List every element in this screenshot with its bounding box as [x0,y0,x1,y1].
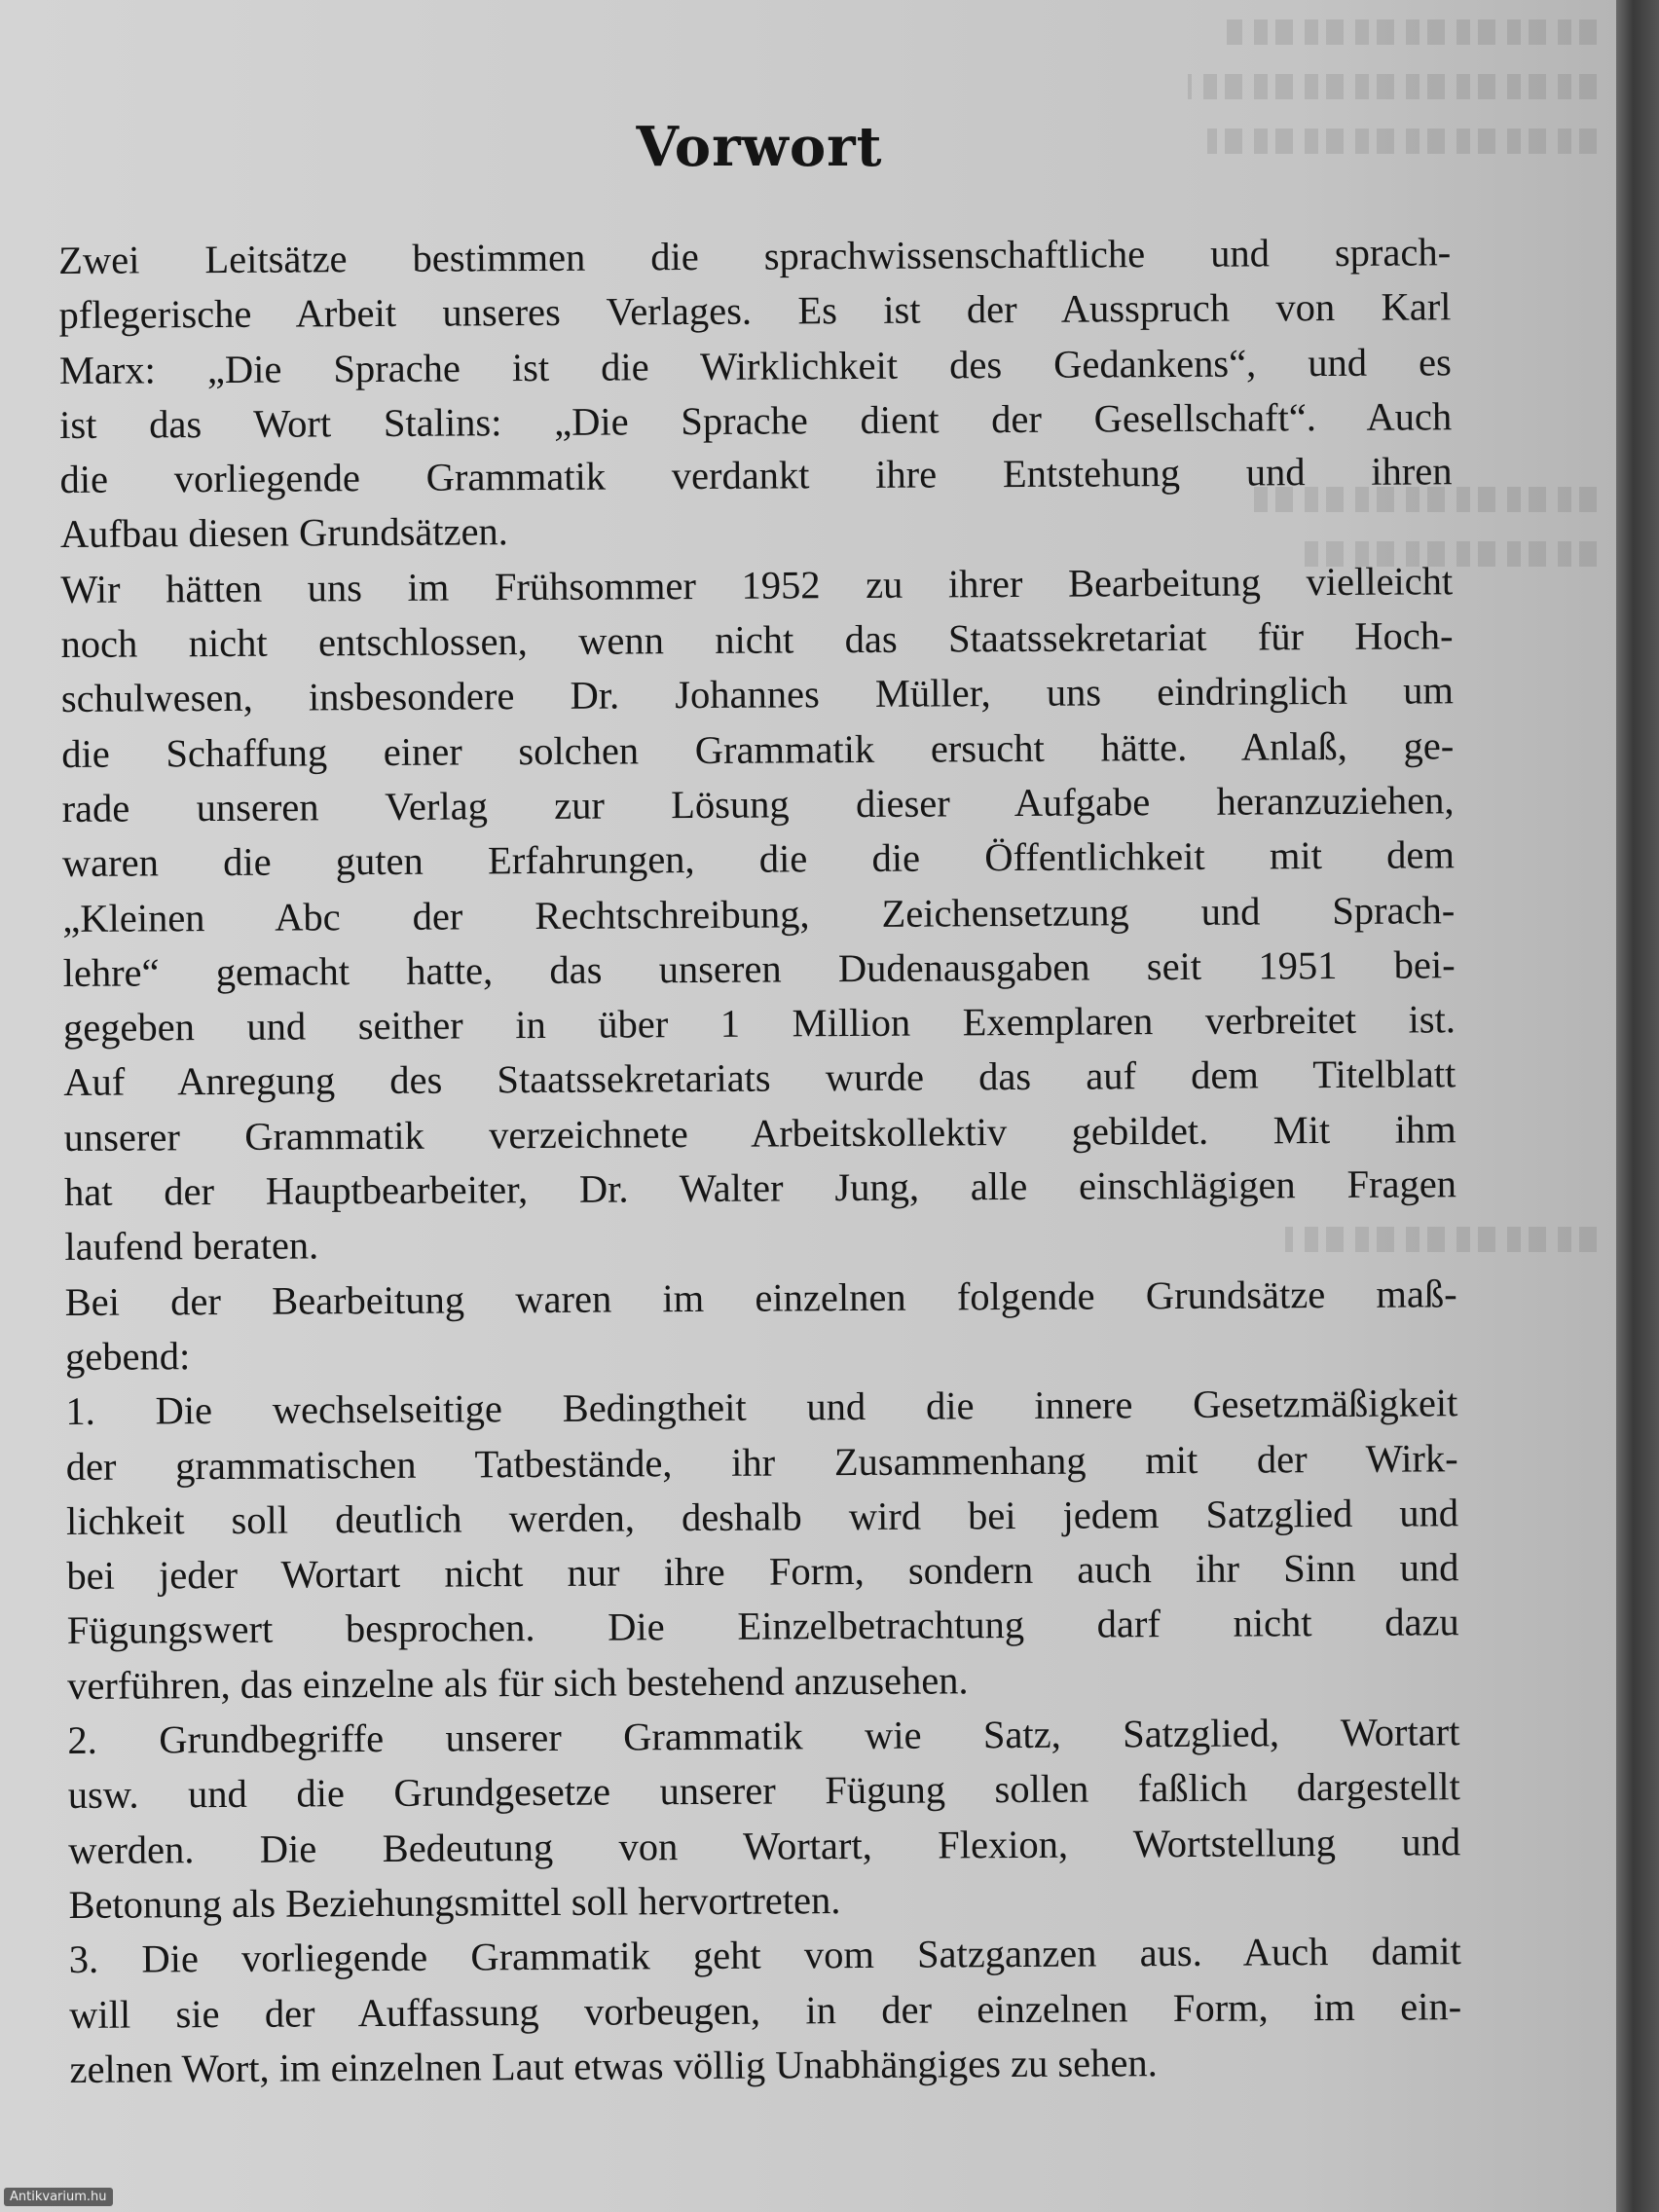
text-line: laufend beraten. [64,1223,319,1270]
text-line: will sie der Auffassung vorbeugen, in der einzelnen Form, im ein- [69,1983,1462,2037]
text-line: 2. Grundbegriffe unserer Grammatik wie Satz, Satzglied, Wortart [67,1710,1460,1762]
text-line: verführen, das einzelne als für sich bestehend anzusehen. [66,1658,969,1708]
foreword-body [58,225,1462,2097]
text-line: bei jeder Wortart nicht nur ihre Form, sondern auch ihr Sinn und [66,1545,1459,1599]
text-line: Bei der Bearbeitung waren im einzelnen folgende Grundsätze maß- [64,1271,1457,1324]
text-line: 1. Die wechselseitige Bedingtheit und die innere Gesetzmäßigkeit [65,1381,1458,1434]
text-line: ist das Wort Stalins: „Die Sprache dient der Gesellschaft“. Auch [59,394,1453,447]
show-through-line [1188,74,1597,99]
text-line: Zwei Leitsätze bestimmen die sprachwissenschaftliche und sprach- [58,230,1452,282]
text-line: Fügungswert besprochen. Die Einzelbetrachtung darf nicht dazu [66,1600,1459,1653]
page-title: Vorwort [636,115,883,179]
text-line: „Kleinen Abc der Rechtschreibung, Zeichensetzung und Sprach- [62,887,1456,940]
text-line: rade unseren Verlag zur Lösung dieser Aufgabe heranzuziehen, [61,778,1455,830]
text-line: gegeben und seither in über 1 Million Exemplaren verbreitet ist. [62,997,1456,1051]
text-line: Aufbau diesen Grundsätzen. [59,509,509,557]
text-line: der grammatischen Tatbestände, ihr Zusammenhang mit der Wirk- [65,1435,1458,1489]
text-line: lehre“ gemacht hatte, das unseren Dudenausgaben seit 1951 bei- [62,942,1456,995]
text-line: werden. Die Bedeutung von Wortart, Flexion, Wortstellung und [68,1819,1461,1872]
page-edge-binding [1616,0,1659,2212]
text-line: pflegerische Arbeit unseres Verlages. Es ist der Ausspruch von Karl [58,284,1452,338]
text-line: hat der Hauptbearbeiter, Dr. Walter Jung, alle einschlägigen Fragen [63,1161,1457,1215]
text-line: 3. Die vorliegende Grammatik geht vom Satzganzen aus. Auch damit [68,1929,1461,1982]
text-line: Auf Anregung des Staatssekretariats wurde das auf dem Titelblatt [63,1051,1456,1105]
text-line: zelnen Wort, im einzelnen Laut etwas völlig Unabhängiges zu sehen. [69,2040,1158,2091]
text-line: Marx: „Die Sprache ist die Wirklichkeit des Gedankens“, und es [58,339,1452,392]
text-line: lichkeit soll deutlich werden, deshalb wird bei jedem Satzglied und [65,1491,1459,1543]
text-line: usw. und die Grundgesetze unserer Fügung sollen faßlich dargestellt [67,1764,1460,1818]
text-line: noch nicht entschlossen, wenn nicht das Staatssekretariat für Hoch- [60,613,1454,667]
text-line: Betonung als Beziehungsmittel soll hervortreten. [68,1878,841,1927]
text-line: Wir hätten uns im Frühsommer 1952 zu ihrer Bearbeitung vielleicht [60,559,1454,611]
text-line: die vorliegende Grammatik verdankt ihre Entstehung und ihren [59,449,1453,502]
text-line: waren die guten Erfahrungen, die die Öffentlichkeit mit dem [61,832,1456,886]
text-line: gebend: [64,1334,191,1379]
text-line: die Schaffung einer solchen Grammatik ersucht hätte. Anlaß, ge- [61,722,1455,776]
watermark: Antikvarium.hu [4,2188,113,2206]
text-line: schulwesen, insbesondere Dr. Johannes Müller, uns eindringlich um [60,668,1455,721]
show-through-line [1227,19,1597,45]
text-line: unserer Grammatik verzeichnete Arbeitskollektiv gebildet. Mit ihm [63,1106,1456,1160]
